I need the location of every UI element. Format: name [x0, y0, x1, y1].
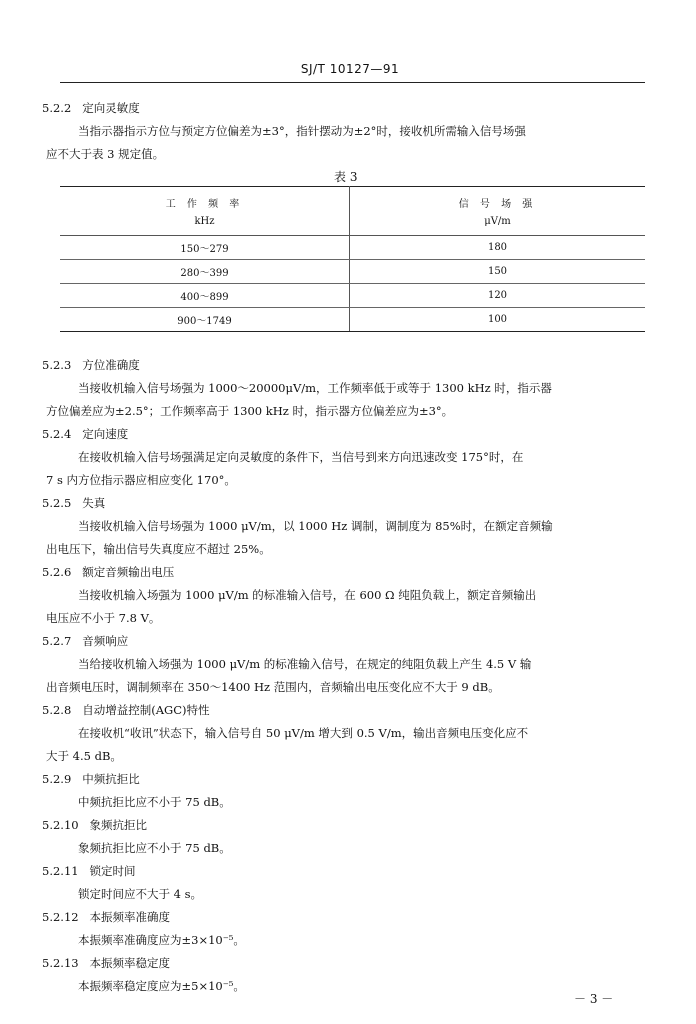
table-caption: 表 3 — [334, 170, 358, 184]
column-label-frequency: 工 作 频 率 — [165, 199, 244, 210]
section-number: 5.2.8 — [42, 703, 72, 717]
section-title: 本振频率准确度 — [89, 910, 171, 924]
section-heading-5-2-12 — [42, 910, 170, 924]
section-number: 5.2.13 — [42, 956, 79, 970]
section-heading-5-2-7 — [42, 634, 128, 648]
section-title: 定向速度 — [82, 427, 129, 441]
section-title: 象频抗拒比 — [89, 818, 148, 832]
section-heading-5-2-10 — [42, 818, 147, 832]
column-unit-field-strength: μV/m — [484, 216, 511, 227]
standard-code-header: SJ/T 10127—91 — [300, 62, 400, 76]
section-title: 锁定时间 — [89, 864, 136, 878]
section-heading-5-2-3 — [42, 358, 140, 372]
section-number: 5.2.4 — [42, 427, 72, 441]
section-title: 音频响应 — [82, 634, 129, 648]
section-heading-5-2-9 — [42, 772, 140, 786]
section-heading-5-2-11 — [42, 864, 136, 878]
paragraph-line: 当给接收机输入场强为 1000 μV/m 的标准输入信号，在规定的纯阻负载上产生 4.5 V 输 — [78, 657, 532, 671]
table-cell: 400～899 — [60, 284, 350, 308]
table-header-cell — [60, 187, 350, 236]
section-number: 5.2.6 — [42, 565, 72, 579]
section-number: 5.2.11 — [42, 864, 79, 878]
paragraph-line: 当接收机输入信号场强为 1000～20000μV/m，工作频率低于或等于 1300 kHz 时，指示器 — [78, 381, 552, 395]
table-row — [60, 260, 645, 284]
paragraph-line: 当指示器指示方位与预定方位偏差为±3°，指针摆动为±2°时，接收机所需输入信号场强 — [78, 124, 526, 138]
section-title: 额定音频输出电压 — [82, 565, 175, 579]
table-cell: 150 — [350, 260, 646, 284]
section-number: 5.2.9 — [42, 772, 72, 786]
section-heading-5-2-4 — [42, 427, 128, 441]
section-number: 5.2.3 — [42, 358, 72, 372]
section-title: 本振频率稳定度 — [89, 956, 171, 970]
paragraph-line: 大于 4.5 dB。 — [46, 749, 122, 763]
paragraph-line: 出音频电压时，调制频率在 350～1400 Hz 范围内，音频输出电压变化应不大于 9 dB。 — [46, 680, 500, 694]
section-title: 失真 — [82, 496, 106, 510]
section-heading-5-2-8 — [42, 703, 210, 717]
table-row — [60, 308, 645, 332]
section-heading-5-2-6 — [42, 565, 174, 579]
table-cell: 180 — [350, 236, 646, 260]
paragraph-line: 象频抗拒比应不小于 75 dB。 — [78, 841, 231, 855]
paragraph-line: 出电压下，输出信号失真度应不超过 25%。 — [46, 542, 271, 556]
paragraph-line: 锁定时间应不大于 4 s。 — [78, 887, 203, 901]
page-number: － 3 － — [574, 992, 614, 1006]
section-heading-5-2-5 — [42, 496, 105, 510]
table-cell: 120 — [350, 284, 646, 308]
paragraph-line: 在接收机输入信号场强满足定向灵敏度的条件下，当信号到来方向迅速改变 175°时，在 — [78, 450, 524, 464]
section-title: 中频抗拒比 — [82, 772, 140, 786]
section-number: 5.2.5 — [42, 496, 72, 510]
paragraph-line: 本振频率准确度应为±3×10⁻⁵。 — [78, 933, 245, 947]
table-cell: 100 — [350, 308, 646, 332]
table-cell: 900～1749 — [60, 308, 350, 332]
section-number: 5.2.7 — [42, 634, 72, 648]
section-title: 方位准确度 — [82, 358, 140, 372]
table-header-row — [60, 187, 645, 236]
paragraph-line: 中频抗拒比应不小于 75 dB。 — [78, 795, 231, 809]
paragraph-line: 方位偏差应为±2.5°；工作频率高于 1300 kHz 时，指示器方位偏差应为±3°。 — [46, 404, 454, 418]
paragraph-line: 当接收机输入信号场强为 1000 μV/m，以 1000 Hz 调制，调制度为 85%时，在额定音频输 — [78, 519, 553, 533]
table-row — [60, 284, 645, 308]
table-cell: 280～399 — [60, 260, 350, 284]
column-label-field-strength: 信 号 场 强 — [458, 199, 537, 210]
paragraph-line: 电压应不小于 7.8 V。 — [46, 611, 161, 625]
paragraph-line: 在接收机“收讯”状态下，输入信号自 50 μV/m 增大到 0.5 V/m，输出音频电压变化应不 — [78, 726, 529, 740]
paragraph-line: 应不大于表 3 规定值。 — [46, 147, 165, 161]
section-heading-5-2-2 — [42, 101, 140, 115]
section-heading-5-2-13 — [42, 956, 170, 970]
paragraph-line: 7 s 内方位指示器应相应变化 170°。 — [46, 473, 236, 487]
section-title: 自动增益控制(AGC)特性 — [82, 703, 210, 717]
section-number: 5.2.10 — [42, 818, 79, 832]
table-header-cell — [350, 187, 646, 236]
frequency-field-strength-table — [60, 186, 645, 332]
section-title: 定向灵敏度 — [82, 101, 140, 115]
header-rule — [60, 82, 645, 83]
column-unit-frequency: kHz — [194, 216, 215, 227]
section-number: 5.2.12 — [42, 910, 79, 924]
section-number: 5.2.2 — [42, 101, 72, 115]
table-row — [60, 236, 645, 260]
paragraph-line: 当接收机输入场强为 1000 μV/m 的标准输入信号，在 600 Ω 纯阻负载上，额定音频输出 — [78, 588, 537, 602]
table-cell: 150～279 — [60, 236, 350, 260]
paragraph-line: 本振频率稳定度应为±5×10⁻⁵。 — [78, 979, 245, 993]
